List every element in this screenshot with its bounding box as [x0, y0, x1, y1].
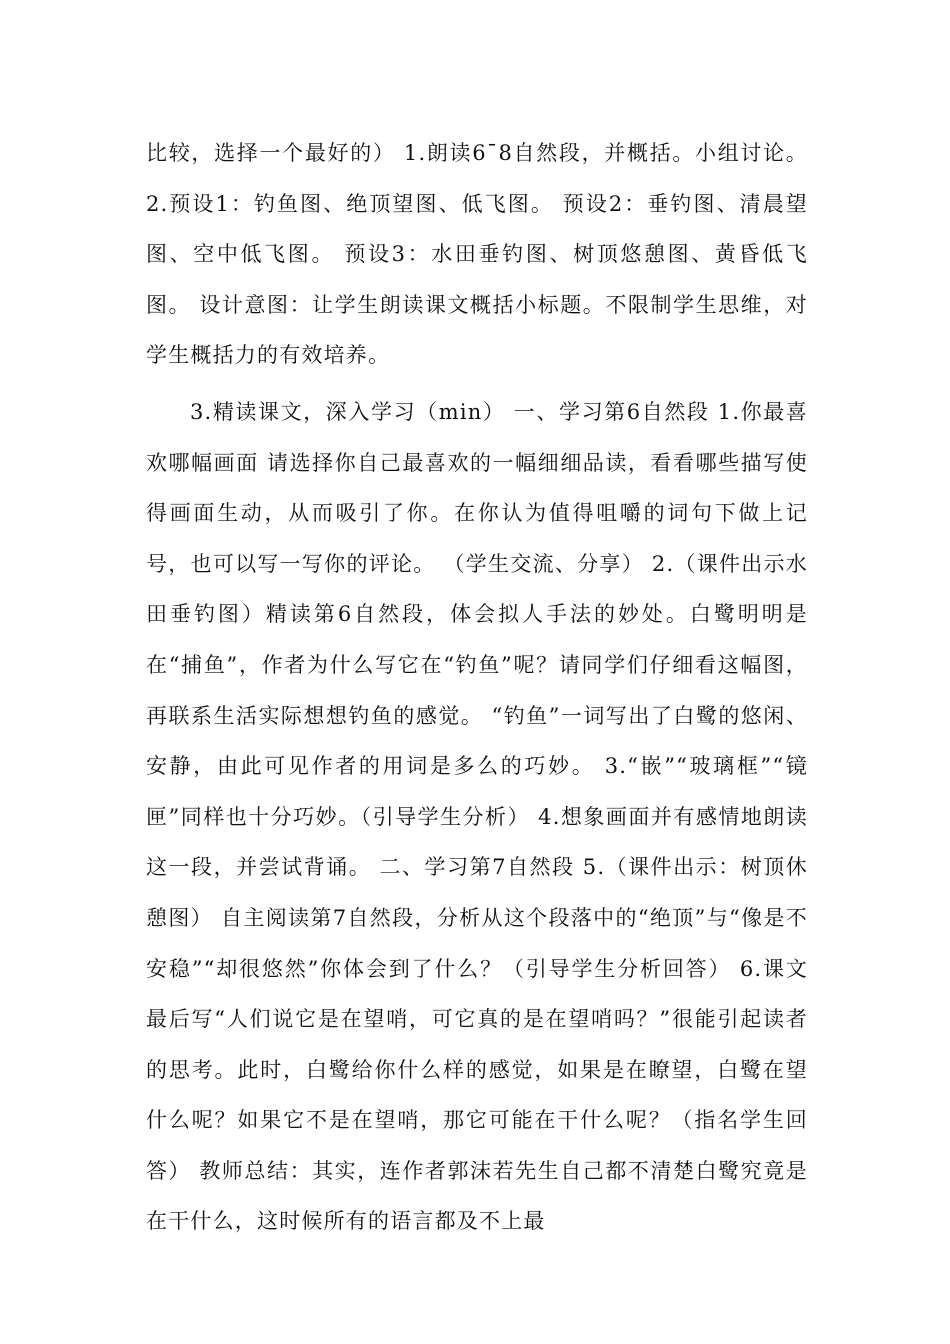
- document-body: [146, 128, 808, 1247]
- paragraph-close-reading: 3.精读课文，深入学习（min） 一、学习第6自然段 1.你最喜欢哪幅画面 请选择你自己最喜欢的一幅细细品读，看看哪些描写使得画面生动，从而吸引了你。在你认为值得咀嚼的词句下做上记号，也可以写一写你的评论。 （学生交流、分享） 2.（课件出示水田垂钓图）精读第6自然段，体会拟人手法的妙处。白鹭明明是在“捕鱼”，作者为什么写它在“钓鱼”呢？请同学们仔细看这幅图，再联系生活实际想想钓鱼的感觉。 “钓鱼”一词写出了白鹭的悠闲、安静，由此可见作者的用词是多么的巧妙。 3.“嵌”“玻璃框”“镜匣”同样也十分巧妙。（引导学生分析） 4.想象画面并有感情地朗读这一段，并尝试背诵。 二、学习第7自然段 5.（课件出示：树顶休憩图） 自主阅读第7自然段，分析从这个段落中的“绝顶”与“像是不安稳”“却很悠然”你体会到了什么？（引导学生分析回答） 6.课文最后写“人们说它是在望哨，可它真的是在望哨吗？”很能引起读者的思考。此时，白鹭给你什么样的感觉，如果是在瞭望，白鹭在望什么呢？如果它不是在望哨，那它可能在干什么呢？（指名学生回答） 教师总结：其实，连作者郭沫若先生自己都不清楚白鹭究竟是在干什么，这时候所有的语言都及不上最: [146, 399, 808, 1234]
- paragraph-overview: 比较，选择一个最好的） 1.朗读6¯8自然段，并概括。小组讨论。 2.预设1：钓鱼图、绝顶望图、低飞图。 预设2：垂钓图、清晨望图、空中低飞图。 预设3：水田垂钓图、树顶悠憩图、黄昏低飞图。 设计意图：让学生朗读课文概括小标题。不限制学生思维，对学生概括力的有效培养。: [146, 141, 808, 368]
